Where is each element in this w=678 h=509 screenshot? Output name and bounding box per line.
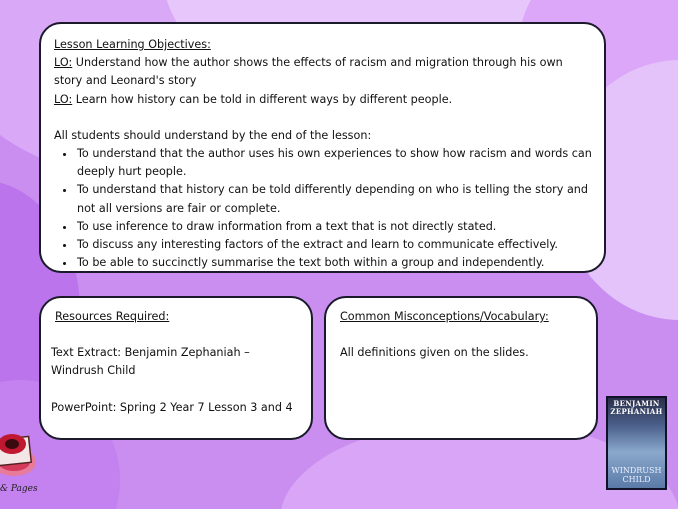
misconceptions-text: All definitions given on the slides.	[340, 346, 529, 360]
resources-heading: Resources Required:	[55, 310, 170, 323]
objective-2: LO: Learn how history can be told in different ways by different people.	[54, 92, 453, 106]
resource-item: PowerPoint: Spring 2 Year 7 Lesson 3 and 4	[51, 400, 293, 414]
list-item: • To discuss any interesting factors of the extract and learn to communicate effectively.	[76, 236, 594, 254]
objectives-intro: All students should understand by the end of the lesson:	[54, 128, 372, 142]
resource-item: Text Extract: Benjamin Zephaniah – Windrush Child	[51, 346, 250, 378]
logo-text: & Pages	[0, 484, 38, 494]
list-item: • To understand that history can be told differently depending on who is telling the story and not all versions are fair or complete.	[76, 181, 594, 217]
book-author: BENJAMIN ZEPHANIAH	[610, 399, 663, 416]
objectives-heading: Lesson Learning Objectives:	[54, 38, 211, 51]
objectives-bullet-list	[54, 145, 594, 272]
resources-card	[39, 296, 313, 440]
book-logo-icon	[0, 424, 40, 478]
book-cover-image	[606, 396, 667, 490]
list-item: • To be able to succinctly summarise the text both within a group and independently.	[76, 254, 594, 272]
lo-label: LO:	[54, 92, 73, 106]
learning-objectives-card	[39, 22, 606, 273]
objective-1: LO: Understand how the author shows the effects of racism and migration through his own story and Leonard's story	[54, 56, 563, 88]
book-title: WINDRUSH CHILD	[611, 466, 662, 484]
misconceptions-heading: Common Misconceptions/Vocabulary:	[340, 310, 549, 323]
list-item: • To use inference to draw information from a text that is not directly stated.	[76, 218, 594, 236]
list-item: • To understand that the author uses his own experiences to show how racism and words can deeply hurt people.	[76, 145, 594, 181]
lo-label: LO:	[54, 56, 73, 70]
misconceptions-card	[324, 296, 598, 440]
